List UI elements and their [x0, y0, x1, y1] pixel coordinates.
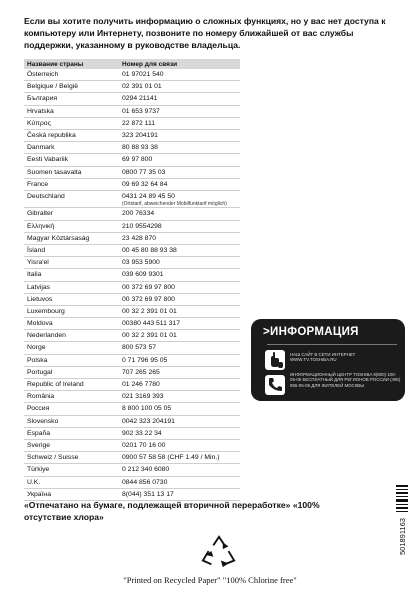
country-name: U.K. — [27, 478, 41, 486]
table-row — [24, 416, 240, 428]
phone-number — [119, 342, 156, 353]
phone-value: 00 372 69 97 800 — [122, 295, 175, 303]
phone-number — [119, 208, 154, 219]
phone-number — [119, 130, 158, 141]
phone-number — [119, 477, 167, 488]
divider — [267, 344, 397, 345]
phone-number — [119, 428, 162, 439]
phone-value: 0294 21141 — [122, 95, 158, 103]
phone-note: (Ortstarif, abweichender Mobilfunktarif möglich) — [122, 201, 227, 208]
phone-number — [119, 330, 177, 341]
country-name: Magyar Köztársaság — [27, 234, 90, 242]
phone-value: 01 653 9737 — [122, 107, 160, 115]
phone-number — [119, 179, 167, 190]
country-name: Danmark — [27, 144, 55, 152]
phone-value: 800 573 57 — [122, 344, 157, 352]
country-name: Hrvatska — [27, 107, 54, 115]
website-text: НАШ САЙТ В СЕТИ ИНТЕРНЕТ WWW.TV.TOSHIBA.RU — [290, 352, 356, 363]
phone-value: 210 9554298 — [122, 222, 162, 230]
table-row — [24, 391, 240, 403]
country-name: Österreich — [27, 71, 59, 78]
phone-number — [119, 118, 155, 129]
intro-paragraph: Если вы хотите получить информацию о сложных функциях, но у вас нет доступа к компьютеру или Интернету, позвоните по номеру ближайшей от вас службы поддержки, указанному в руководстве владельца. — [24, 16, 386, 50]
header-phone: Номер для связи — [122, 60, 178, 68]
table-row — [24, 154, 240, 166]
phone-value: 00 372 69 97 800 — [122, 283, 175, 291]
phone-value: 902 33 22 34 — [122, 429, 162, 437]
table-row — [24, 93, 240, 105]
phone-number — [119, 257, 160, 268]
country-name: Україна — [27, 490, 51, 498]
phone-number — [119, 452, 219, 463]
phone-value: 23 428 870 — [122, 234, 157, 242]
country-name: Türkiye — [27, 466, 50, 474]
country-name: Italia — [27, 271, 42, 279]
phone-value: 01 246 7780 — [122, 381, 160, 388]
phone-number — [119, 106, 160, 117]
phone-text: ИНФОРМАЦИОННЫЙ ЦЕНТР TOSHIBA 8(800) 100-05-05 БЕСПЛАТНЫЙ ДЛЯ РЕГИОНОВ РОССИИ (495) 955-05-05 ДЛЯ ЖИТЕЛЕЙ МОСКВЫ — [290, 372, 401, 388]
footer-russian: «Отпечатано на бумаге, подлежащей вторичной переработке» «100% отсутствие хлора» — [24, 500, 320, 522]
country-name: Norge — [27, 344, 46, 352]
phone-value: 00 45 80 88 93 38 — [122, 246, 177, 254]
country-name: Luxembourg — [27, 307, 65, 315]
table-row — [24, 233, 240, 245]
phone-value: 0 71 796 95 05 — [122, 356, 168, 364]
phone-value: 00 32 2 391 01 01 — [122, 332, 177, 340]
country-name: България — [27, 95, 58, 103]
table-row — [24, 318, 240, 330]
phone-icon — [265, 375, 285, 395]
table-body — [24, 69, 240, 501]
phone-value: 69 97 800 — [122, 156, 153, 164]
country-name: Yisra'el — [27, 259, 49, 267]
recycle-icon — [200, 534, 238, 570]
table-row — [24, 367, 240, 379]
phone-number — [119, 294, 175, 305]
phone-number — [119, 221, 162, 232]
phone-number — [119, 142, 158, 153]
phone-value: 0844 856 0730 — [122, 478, 168, 486]
table-row — [24, 142, 240, 154]
table-row — [24, 208, 240, 220]
phone-value: 0042 323 204191 — [122, 417, 175, 425]
country-name: Gibralter — [27, 210, 54, 218]
table-header — [24, 59, 240, 69]
phone-value: 00 32 2 391 01 01 — [122, 307, 177, 315]
phone-number — [119, 379, 160, 390]
country-name: Latvijas — [27, 283, 51, 291]
table-row — [24, 269, 240, 281]
country-name: Portugal — [27, 368, 53, 376]
table-row — [24, 118, 240, 130]
info-title-text: ИНФОРМАЦИЯ — [270, 326, 359, 338]
phone-value: 323 204191 — [122, 131, 158, 139]
table-row — [24, 69, 240, 81]
country-name: Česká republika — [27, 131, 76, 139]
phone-value: 707 265 265 — [122, 368, 160, 376]
phone-number — [119, 403, 171, 414]
phone-value: 02 391 01 01 — [122, 83, 162, 91]
footer-english: "Printed on Recycled Paper" "100% Chlorine free" — [123, 575, 297, 585]
phone-value: 80 88 93 38 — [122, 144, 158, 152]
phone-value: 22 872 111 — [122, 119, 156, 127]
country-name: Moldova — [27, 320, 53, 328]
country-name: Schweiz / Suisse — [27, 454, 79, 462]
table-row — [24, 306, 240, 318]
country-name: Polska — [27, 356, 48, 364]
country-name: Nederlanden — [27, 332, 66, 340]
phone-number — [119, 318, 180, 329]
phone-number — [119, 391, 164, 402]
phone-number — [119, 367, 160, 378]
phone-number — [119, 282, 175, 293]
country-name: Россия — [27, 405, 50, 413]
table-row — [24, 477, 240, 489]
phone-value: 021 3169 393 — [122, 393, 164, 401]
table-row — [24, 452, 240, 464]
country-name: Ελληνική — [27, 222, 55, 230]
phone-value: 09 69 32 64 84 — [122, 180, 168, 188]
table-row — [24, 440, 240, 452]
table-row — [24, 294, 240, 306]
country-name: Sverige — [27, 441, 51, 449]
contact-table — [24, 59, 240, 501]
country-name: Slovensko — [27, 417, 59, 425]
phone-number — [119, 245, 177, 256]
header-country: Название страны — [27, 60, 84, 68]
info-box — [251, 319, 405, 401]
table-row — [24, 130, 240, 142]
phone-number — [119, 489, 174, 500]
table-row — [24, 428, 240, 440]
country-name: Eesti Vabariik — [27, 156, 69, 164]
country-name: Republic of Ireland — [27, 381, 84, 388]
phone-number — [119, 269, 164, 280]
table-row — [24, 179, 240, 191]
country-name: France — [27, 180, 49, 188]
phone-value: 200 76334 — [122, 210, 155, 218]
phone-value: 039 609 9301 — [122, 271, 164, 279]
phone-number — [119, 191, 227, 208]
table-row — [24, 221, 240, 233]
chevron-icon: > — [263, 326, 271, 338]
phone-value: 0800 77 35 03 — [122, 168, 166, 176]
info-title — [263, 326, 359, 338]
phone-number — [119, 355, 167, 366]
phone-number — [119, 416, 175, 427]
phone-number — [119, 306, 177, 317]
country-name: Lietuvos — [27, 295, 53, 303]
country-name: España — [27, 429, 51, 437]
phone-value: 8 800 100 05 05 — [122, 405, 172, 413]
table-row — [24, 355, 240, 367]
country-name: Suomen tasavalta — [27, 168, 82, 176]
table-row — [24, 403, 240, 415]
table-row — [24, 464, 240, 476]
phone-value: 00380 443 511 317 — [122, 320, 181, 328]
country-name: Ísland — [27, 246, 46, 254]
table-row — [24, 167, 240, 179]
table-row — [24, 342, 240, 354]
table-row — [24, 257, 240, 269]
table-row — [24, 245, 240, 257]
phone-value: 0900 57 58 58 (CHF 1.49 / Min.) — [122, 454, 220, 462]
country-name: Deutschland — [27, 192, 65, 200]
phone-number — [119, 154, 152, 165]
table-row — [24, 106, 240, 118]
phone-number — [119, 93, 157, 104]
phone-value: 0 212 340 6080 — [122, 466, 170, 474]
table-row — [24, 81, 240, 93]
country-name: Belgique / België — [27, 83, 79, 91]
barcode-number: 501891163 — [398, 518, 407, 555]
phone-value: 03 953 5900 — [122, 259, 160, 267]
table-row — [24, 282, 240, 294]
phone-value: 0431 24 89 45 50 — [122, 192, 175, 200]
phone-number — [119, 167, 165, 178]
phone-number — [119, 464, 169, 475]
phone-value: 01 97021 540 — [122, 71, 164, 78]
phone-number — [119, 69, 164, 80]
phone-number — [119, 81, 162, 92]
table-row — [24, 379, 240, 391]
table-row — [24, 330, 240, 342]
phone-number — [119, 233, 156, 244]
phone-number — [119, 440, 165, 451]
phone-value: 0201 70 16 00 — [122, 441, 166, 449]
country-name: Κύπρος — [27, 119, 51, 127]
phone-value: 8(044) 351 13 17 — [122, 490, 174, 498]
mouse-hand-icon — [265, 350, 285, 370]
table-row — [24, 191, 240, 209]
country-name: România — [27, 393, 55, 401]
